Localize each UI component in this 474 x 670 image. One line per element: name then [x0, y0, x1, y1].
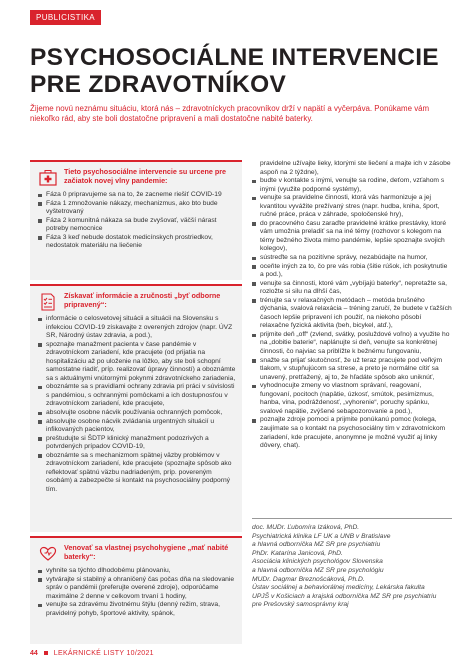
author-line: doc. MUDr. Ľubomíra Izáková, PhD. [252, 524, 360, 531]
author-line: UPJŠ v Košiciach a krajská odborníčka MZ SR pre psychiatriu [252, 592, 437, 600]
author-line: MUDr. Dagmar Breznošcáková, Ph.D. [252, 575, 365, 583]
list-item: informácie o celosvetovej situácii a situácii na Slovensku s infekciou COVID-19 získavajte z overených zdrojov (napr. ÚVZ SR, Národný ústav zdravia, a pod.), [38, 315, 236, 341]
psychohygiene-list [38, 567, 236, 618]
list-item: vyhodnocujte zmeny vo vlastnom správaní, reagovaní, fungovaní, pocitoch (napätie, úzkosť, smútok, pesimizmus, hanba, vina, podráždenosť, „vyhorenie“, poruchy spánku, svalové napätie, zvýšené sebapozorovanie a pod.), [252, 382, 452, 416]
list-item: Fáza 3 keď nebude dostatok medicínskych prostriedkov, nedostatok materiálu na liečenie [38, 234, 236, 251]
footer-square-icon [44, 651, 48, 655]
section-tag: PUBLICISTIKA [30, 10, 101, 25]
psychohygiene-box [30, 536, 242, 644]
author-line: PhDr. Katarína Janicová, PhD. [252, 549, 343, 557]
list-item: vytvárajte si stabilný a ohraničený čas počas dňa na sledovanie správ o pandémii (preferujte overené zdroje), odporúčame maximálne 2 denne v celkovom trvaní 1 hodiny, [38, 576, 236, 602]
author-line: Ústav sociálnej a behaviorálnej medicíny, Lekárska fakulta [252, 584, 425, 592]
article-lead: Žijeme novú neznámu situáciu, ktorá nás – zdravotníckych pracovníkov drží v napätí a vyčerpáva. Ponúkame vám niekoľko rád, aby ste boli dostatočne pripravení a mali dostatočne nabité baterky. [30, 104, 430, 124]
right-column [252, 160, 452, 451]
heart-care-icon [38, 544, 58, 564]
continued-text: pravidelne užívajte lieky, ktorými ste liečení a majte ich v zásobe aspoň na 2 týždne), [260, 160, 451, 176]
phases-box [30, 160, 242, 280]
list-item: Fáza 1 zmnožovanie nákazy, mechanizmus, ako bto bude vyštetrovaný [38, 200, 236, 217]
list-item: oboznámte sa s pravidlami ochrany zdravia pri práci v súvislosti s pandémiou, s ochrannými pomôckami a ich dostupnosťou v zdravotníckom zariadení, kde pracujete, [38, 383, 236, 409]
list-item: Fáza 0 pripravujeme sa na to, že zacneme riešiť COVID-19 [38, 191, 236, 200]
author-line: a hlavná odborníčka MZ SR pre psychológiu [252, 566, 384, 574]
page-number: 44 [30, 649, 38, 657]
list-item: do pracovného času zaraďte pravidelné krátke prestávky, ktoré vám umožnia preladiť sa na iné témy (rozhovor s kolegom na témy bežného života mimo pandémie, lepšie spoznajte svojich kolegov), [252, 220, 452, 254]
list-item: absolvujte osobne nácvik používania ochranných pomôcok, [38, 409, 236, 418]
checklist-document-icon [38, 292, 58, 312]
phases-list [38, 191, 236, 251]
author-block [252, 518, 452, 610]
list-item: sústreďte sa na pozitívne správy, nezabúdajte na humor, [252, 254, 452, 263]
list-item: trénujte sa v relaxačných metódach – metóda brušného dýchania, svalová relaxácia – tréning zaručí, že budete v ťažších časoch lepšie pripravení ich použiť, na niekoho pôsobí relaxačne fyzická aktivita (beh, bicykel, atď.), [252, 297, 452, 331]
list-item: budte v kontakte s inými, venujte sa rodine, deťom, vzťahom s inými (využite podporné systémy), [252, 177, 452, 194]
list-item: venujte sa zdravému životnému štýlu (denný režim, strava, pravidelný pohyb, športové aktivity, spánok, [38, 601, 236, 618]
information-list [38, 315, 236, 494]
author-line: pre Prešovský samosprávny kraj [252, 601, 349, 609]
author-line: Asociácia klinických psychológov Slovenska [252, 558, 383, 566]
author-line: a hlavná odborníčka MZ SR pre psychiatriu [252, 541, 381, 549]
list-item: spoznajte manažment pacienta v čase pandémie v zdravotníckom zariadení, kde pracujete (od prijatia na hospitalizáciu až po uloženie na lôžko, aby ste boli schopní samostatne riadiť, príp. realizovať úpravy činností) a oboznámte sa s aktuálnymi vnútornými pokynmi zdravotníckeho zariadenia, [38, 341, 236, 384]
information-skills-box [30, 284, 242, 532]
phases-box-title: Tieto psychosociálne intervencie su urcene pre začiatok novej vlny pandemie: [64, 167, 227, 185]
article-title: PSYCHOSOCIÁLNE INTERVENCIE PRE ZDRAVOTNÍKOV [30, 44, 439, 98]
list-item: venujte sa činnosti, ktoré vám „vybíjajú baterky“, nepretažte sa, rozložte si silu na dlhší čas, [252, 280, 452, 297]
author-line: Psychiatrická klinika LF UK a UNB v Bratislave [252, 532, 391, 540]
psychohygiene-list-continued [252, 177, 452, 451]
list-item: vyhnite sa týchto dlhodobému plánovaniu, [38, 567, 236, 576]
list-item: oceňte iných za to, čo pre vás robia (šitie rúšok, ich poskytnutie a pod.), [252, 263, 452, 280]
list-item: oboznámte sa s mechanizmom spätnej väzby problémov v zdravotníckom zariadení, kde pracujete (spoznajte spôsob ako reflektovať spätnú väzbu nadriadeným, príp. povereným osobám) a zabezpečte si kontakt na psychosociálny podporný tím. [38, 452, 236, 495]
information-box-title: Získavať informácie a zručnosti „byť odborne pripravený“: [64, 291, 221, 309]
list-item: poznajte zdroje pomoci a prijmite ponúkanú pomoc (kolega, zaujímate sa o kontakt na psychosociálny tím v zdravotníckom zariadení, kde pracujete, anonymne je možné využiť aj linky dôvery, chat). [252, 416, 452, 450]
psychohygiene-box-title: Venovať sa vlastnej psychohygiene „mať nabité baterky“: [64, 543, 229, 561]
list-item: prijmite deň „off“ (zvlend, svátky, posluždové voľno) a využite ho na „dobitie baterie“, naplánujte si deň, venujte sa konkrétnej činnosti, čo najviac sa priblížte k bežnému fungovaniu, [252, 331, 452, 357]
first-aid-kit-icon [38, 168, 58, 188]
page-footer [30, 648, 154, 658]
list-item: absolvujte osobne nácvik zvládania urgentných situácií u infikovaných pacientov, [38, 418, 236, 435]
magazine-issue: LEKÁRNICKÉ LISTY 10/2021 [53, 649, 154, 657]
list-item: snažte sa prijať skutočnosť, že už teraz pracujete pod veľkým tlakom, v stupňujúcom sa strese, a preto je normálne cítiť sa unavený, pretťažený, aj to, že hľadáte spôsob ako uniknúť, [252, 357, 452, 383]
list-item: preštudujte si ŠDTP klinický manažment podozrivých a potvrdených prípadov COVID-19, [38, 435, 236, 452]
list-item: Fáza 2 komunitná nákaza sa bude zvyšovať, väčší nárast potreby nemocnice [38, 217, 236, 234]
list-item: venujte sa pravidelne činnosti, ktorá vás harmonizuje a jej kvantitou vyvážite prežívaný stres (napr. hudba, kniha, šport, ručné práce, práca v záhrade, spoločenské hry), [252, 194, 452, 220]
